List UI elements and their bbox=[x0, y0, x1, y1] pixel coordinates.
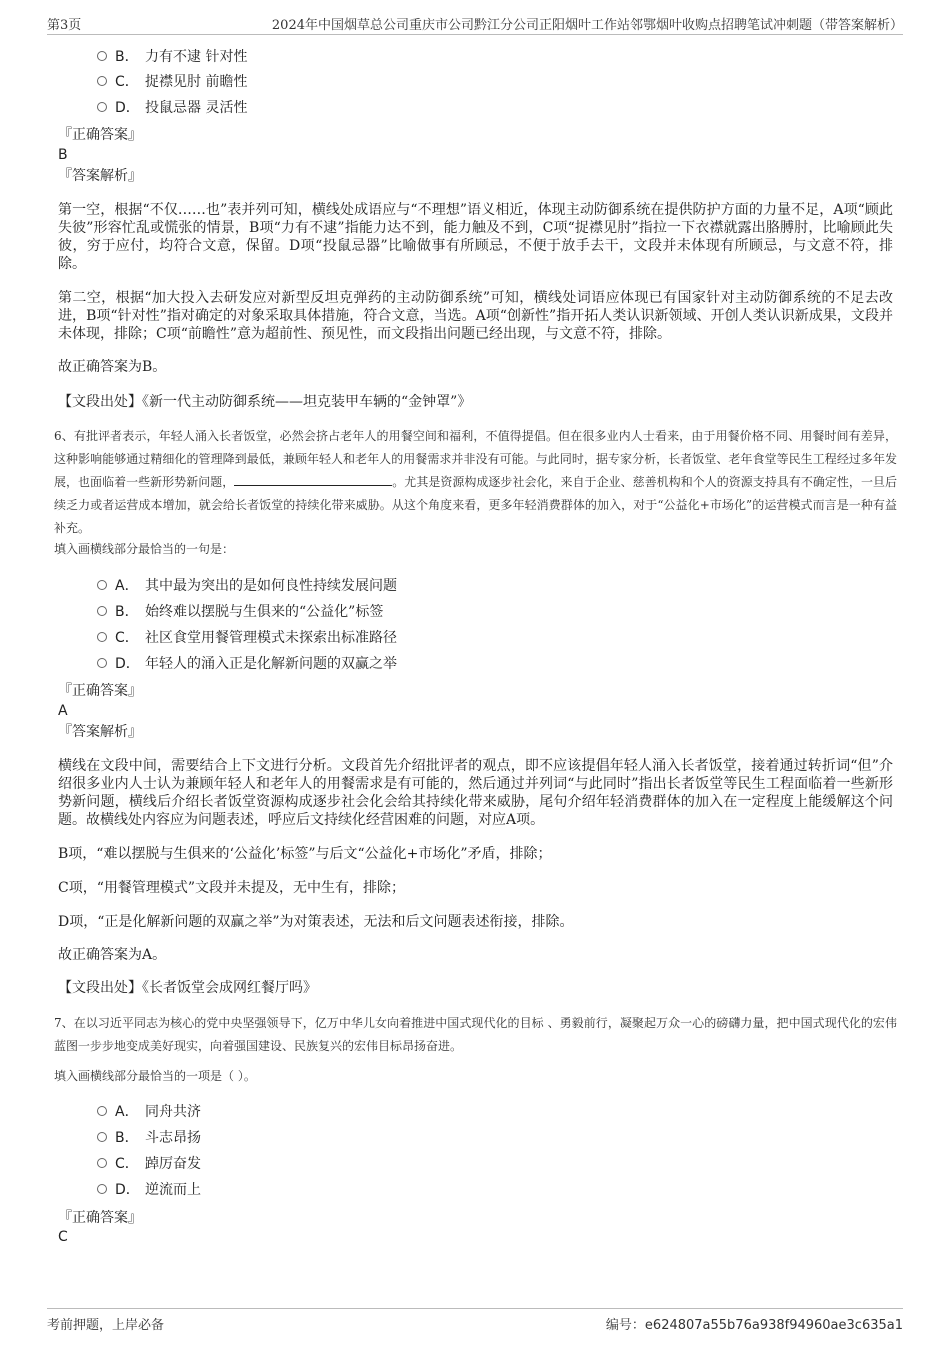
q7-answer: C bbox=[58, 1229, 68, 1245]
q6-analysis-b: B项，“难以摆脱与生俱来的‘公益化’标签”与后文“公益化+市场化”矛盾，排除； bbox=[58, 846, 552, 862]
q6-source: 【文段出处】《长者饭堂会成网红餐厅吗》 bbox=[58, 980, 317, 996]
q5-option-c[interactable]: C． 捉襟见肘 前瞻性 bbox=[97, 72, 247, 92]
radio-icon[interactable] bbox=[97, 1158, 107, 1168]
q5-option-b[interactable]: B． 力有不逮 针对性 bbox=[97, 47, 247, 67]
q6-analysis-d: D项，“正是化解新问题的双赢之举”为对策表述，无法和后文问题表述衔接，排除。 bbox=[58, 914, 574, 930]
q7-option-c[interactable]: C． 踔厉奋发 bbox=[97, 1154, 201, 1174]
q7-prompt: 填入画横线部分最恰当的一项是（ ）。 bbox=[54, 1069, 256, 1083]
q5-analysis-label: 『答案解析』 bbox=[58, 168, 142, 184]
q6-answer: A bbox=[58, 703, 68, 719]
radio-icon[interactable] bbox=[97, 76, 107, 86]
q7-answer-label: 『正确答案』 bbox=[58, 1210, 142, 1226]
q7-option-b[interactable]: B． 斗志昂扬 bbox=[97, 1128, 201, 1148]
page-header bbox=[47, 14, 903, 35]
q5-conclusion: 故正确答案为B。 bbox=[58, 359, 167, 375]
q6-option-c[interactable]: C． 社区食堂用餐管理模式未探索出标准路径 bbox=[97, 628, 397, 648]
q5-analysis-para-1: 第一空，根据“不仅……也”表并列可知，横线处成语应与“不理想”语义相近，体现主动防御系统在提供防护方面的力量不足，A项“顾此失彼”形容忙乱或慌张的情景，B项“力有不逮”指能力达不到，能力触及不到，C项“捉襟见肘”指拉一下衣襟就露出胳膊肘，比喻顾此失彼，穷于应付，均符合文意，保留。D项“投鼠忌器”比喻做事有所顾忌，不便于放手去干，文段并未体现有所顾忌，与文意不符，排除。 bbox=[58, 202, 893, 272]
q6-option-b[interactable]: B． 始终难以摆脱与生俱来的“公益化”标签 bbox=[97, 602, 383, 622]
radio-icon[interactable] bbox=[97, 606, 107, 616]
q5-answer: B bbox=[58, 147, 68, 163]
radio-icon[interactable] bbox=[97, 1132, 107, 1142]
radio-icon[interactable] bbox=[97, 1106, 107, 1116]
q6-answer-label: 『正确答案』 bbox=[58, 683, 142, 699]
q5-analysis-para-2: 第二空，根据“加大投入去研发应对新型反坦克弹药的主动防御系统”可知，横线处词语应体现已有国家针对主动防御系统的不足去改进，B项“针对性”指对确定的对象采取具体措施，符合文意，当选。A项“创新性”指开拓人类认识新领域、开创人类认识新成果，文段并未体现，排除；C项“前瞻性”意为超前性、预见性，而文段指出问题已经出现，与文意不符，排除。 bbox=[58, 290, 893, 342]
q7-option-d[interactable]: D． 逆流而上 bbox=[97, 1180, 201, 1200]
radio-icon[interactable] bbox=[97, 580, 107, 590]
q6-analysis-para-1: 横线在文段中间，需要结合上下文进行分析。文段首先介绍批评者的观点，即不应该提倡年轻人涌入长者饭堂，接着通过转折词“但”介绍很多业内人士认为兼顾年轻人和老年人的用餐需求是有可能的，然后通过并列词“与此同时”指出长者饭堂等民生工程面临着一些新形势新问题，横线后介绍长者饭堂资源构成逐步社会化会给其持续化带来威胁，尾句介绍年轻消费群体的加入在一定程度上能缓解这个问题。故横线处内容应为问题表述，呼应后文持续化经营困难的问题，对应A项。 bbox=[58, 758, 893, 828]
q6-conclusion: 故正确答案为A。 bbox=[58, 947, 167, 963]
radio-icon[interactable] bbox=[97, 102, 107, 112]
page-footer bbox=[47, 1308, 903, 1333]
q7-stem: 7、在以习近平同志为核心的党中央坚强领导下，亿万中华儿女向着推进中国式现代化的目标 、勇毅前行，凝聚起万众一心的磅礴力量，把中国式现代化的宏伟蓝图一步步地变成美好现实，向着强国建设、民族复兴的宏伟目标昂扬奋进。 bbox=[54, 1016, 897, 1053]
q6-option-d[interactable]: D． 年轻人的涌入正是化解新问题的双赢之举 bbox=[97, 654, 397, 674]
document-title: 2024年中国烟草总公司重庆市公司黔江分公司正阳烟叶工作站邻鄂烟叶收购点招聘笔试冲刺题（带答案解析） bbox=[271, 18, 903, 33]
answer-blank bbox=[234, 473, 392, 486]
radio-icon[interactable] bbox=[97, 658, 107, 668]
radio-icon[interactable] bbox=[97, 51, 107, 61]
document-serial: 编号：e624807a55b76a938f94960ae3c635a1 bbox=[605, 1318, 903, 1333]
q6-analysis-c: C项，“用餐管理模式”文段并未提及，无中生有，排除； bbox=[58, 880, 406, 896]
radio-icon[interactable] bbox=[97, 632, 107, 642]
q6-stem: 6、有批评者表示，年轻人涌入长者饭堂，必然会挤占老年人的用餐空间和福利，不值得提倡。但在很多业内人士看来，由于用餐价格不同、用餐时间有差异，这种影响能够通过精细化的管理降到最低，兼顾年轻人和老年人的用餐需求并非没有可能。与此同时，据专家分析，长者饭堂、老年食堂等民生工程经过多年发展，也面临着一些新形势新问题， 。尤其是资源构成逐步社会化，来自于企业、慈善机构和个人的资源支持具有不确定性，一旦后续乏力或者运营成本增加，就会给长者饭堂的持续化带来威胁。从这个角度来看，更多年轻消费群体的加入，对于“公益化+市场化”的运营模式而言是一种有益补充。 bbox=[54, 429, 897, 535]
q5-answer-label: 『正确答案』 bbox=[58, 127, 142, 143]
radio-icon[interactable] bbox=[97, 1184, 107, 1194]
page-number: 第3页 bbox=[47, 18, 82, 33]
q7-option-a[interactable]: A． 同舟共济 bbox=[97, 1102, 201, 1122]
q6-option-a[interactable]: A． 其中最为突出的是如何良性持续发展问题 bbox=[97, 576, 397, 596]
q5-source: 【文段出处】《新一代主动防御系统——坦克装甲车辆的“金钟罩”》 bbox=[58, 394, 472, 410]
q5-option-d[interactable]: D． 投鼠忌器 灵活性 bbox=[97, 98, 247, 118]
q6-analysis-label: 『答案解析』 bbox=[58, 724, 142, 740]
q6-prompt: 填入画横线部分最恰当的一句是： bbox=[54, 542, 235, 556]
footer-slogan: 考前押题，上岸必备 bbox=[47, 1318, 165, 1333]
